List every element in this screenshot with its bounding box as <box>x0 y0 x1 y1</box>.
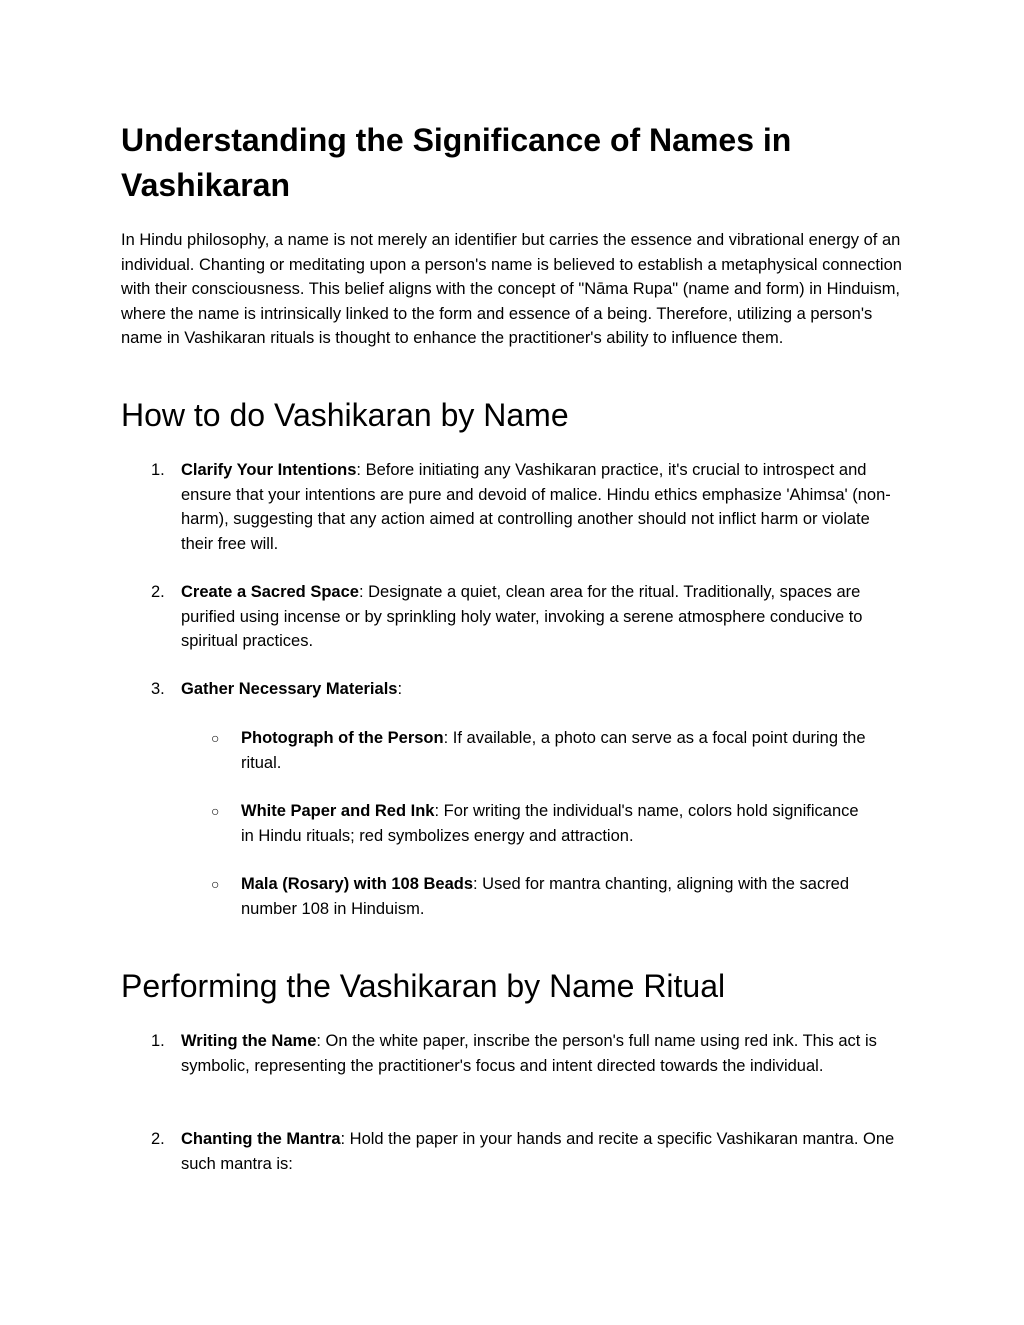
bullet-icon: ○ <box>211 730 220 746</box>
list-number: 2. <box>151 583 165 601</box>
heading-ritual: Performing the Vashikaran by Name Ritual <box>121 968 726 1004</box>
list-item-title: Writing the Name <box>181 1032 317 1050</box>
list-item-text: : Designate a quiet, clean area for the ritual. Traditionally, spaces are purified using incense or by sprinkling holy water, invoking a serene atmosphere conducive to spiritual practices. <box>181 583 863 650</box>
sublist-item-text: : If available, a photo can serve as a focal point during the ritual. <box>241 729 866 772</box>
list-item-body <box>181 580 906 654</box>
heading-significance: Understanding the Significance of Names in Vashikaran <box>121 122 792 203</box>
bullet-icon: ○ <box>211 876 220 892</box>
list-item-title: Chanting the Mantra <box>181 1130 341 1148</box>
sublist-item-body <box>241 726 871 775</box>
list-number: 1. <box>151 461 165 479</box>
list-item-body <box>181 1127 906 1176</box>
sublist-item-text: : Used for mantra chanting, aligning with the sacred number 108 in Hinduism. <box>241 875 850 918</box>
sublist-item-title: Mala (Rosary) with 108 Beads <box>241 875 473 893</box>
sublist-item-title: Photograph of the Person <box>241 729 444 747</box>
list-item-body <box>181 1029 906 1078</box>
list-number: 1. <box>151 1032 165 1050</box>
list-number: 3. <box>151 680 165 698</box>
list-item-body <box>181 458 906 556</box>
list-item-title: Clarify Your Intentions <box>181 461 357 479</box>
list-item-title: Create a Sacred Space <box>181 583 359 601</box>
sublist-item-text: : For writing the individual's name, colors hold significance in Hindu rituals; red symbolizes energy and attraction. <box>241 802 859 845</box>
list-item-text: : On the white paper, inscribe the person's full name using red ink. This act is symbolic, representing the practitioner's focus and intent directed towards the individual. <box>181 1032 877 1075</box>
list-item-title: Gather Necessary Materials <box>181 680 398 698</box>
paragraph-significance: In Hindu philosophy, a name is not merely an identifier but carries the essence and vibrational energy of an individual. Chanting or meditating upon a person's name is believed to establish a metaphysical connection with their consciousness. This belief aligns with the concept of "Nāma Rupa" (name and form) in Hinduism, where the name is intrinsically linked to the form and essence of a being. Therefore, utilizing a person's name in Vashikaran rituals is thought to enhance the practitioner's ability to influence them. <box>121 231 902 347</box>
sublist-item-title: White Paper and Red Ink <box>241 802 435 820</box>
list-item-text: : Before initiating any Vashikaran practice, it's crucial to introspect and ensure that your intentions are pure and devoid of malice. Hindu ethics emphasize 'Ahimsa' (non-harm), suggesting that any action aimed at controlling another should not inflict harm or violate their free will. <box>181 461 891 553</box>
heading-how-to: How to do Vashikaran by Name <box>121 397 569 433</box>
bullet-icon: ○ <box>211 803 220 819</box>
list-item-text: : Hold the paper in your hands and recite a specific Vashikaran mantra. One such mantra is: <box>181 1130 895 1173</box>
list-item-text: : <box>397 680 403 698</box>
sublist-item-body <box>241 799 871 848</box>
list-item-body <box>181 677 906 702</box>
sublist-item-body <box>241 872 871 921</box>
list-number: 2. <box>151 1130 165 1148</box>
